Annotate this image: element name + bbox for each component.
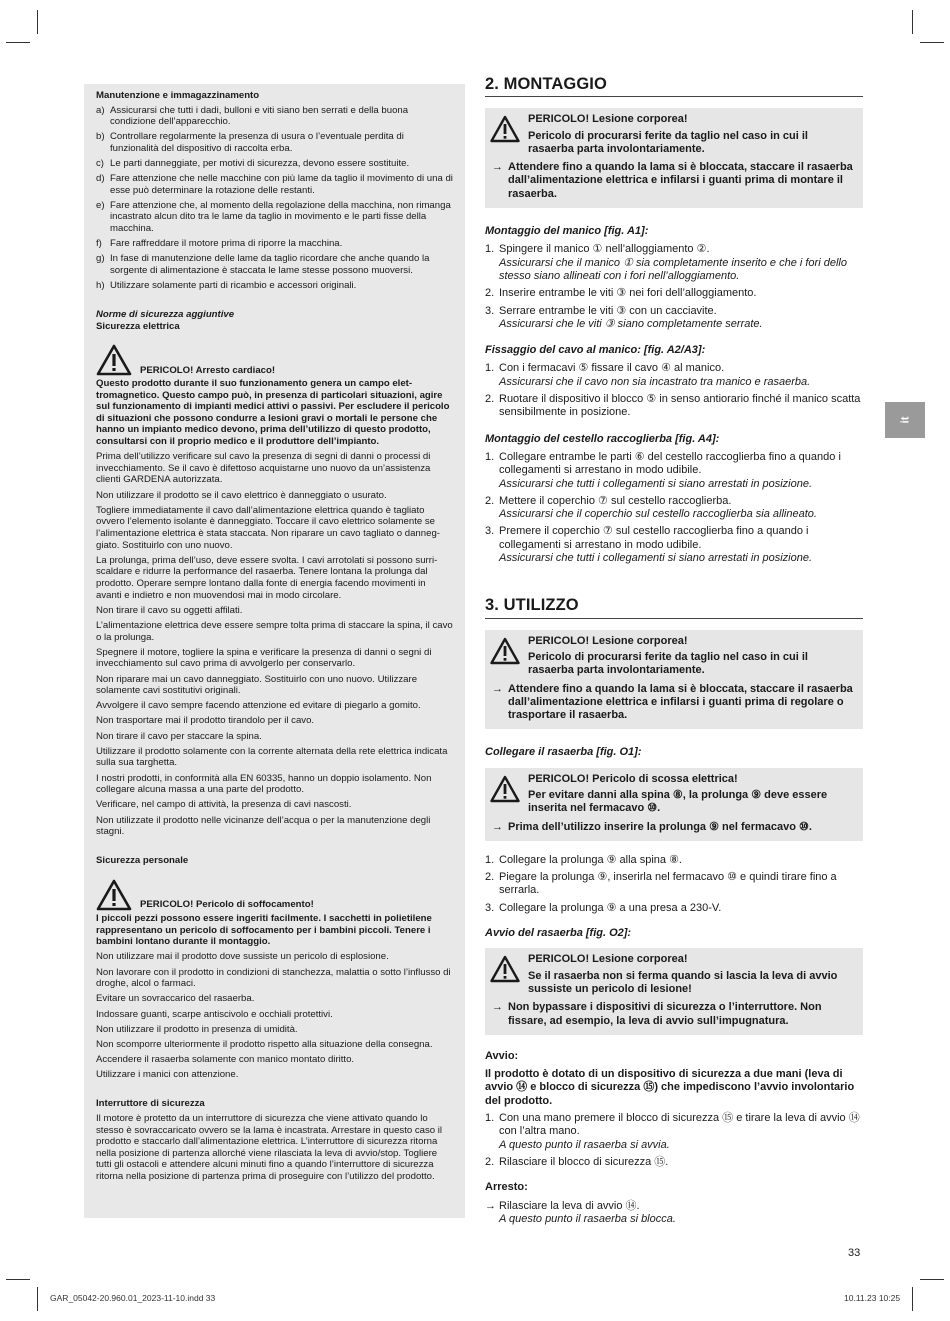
step-body — [499, 871, 863, 898]
maint-item-text: Utilizzare solamente parti di ricambio e accessori originali. — [110, 279, 357, 291]
pers-paragraph: Non scomporre ulteriormente il prodotto rispetto alla situazione della consegna. — [96, 1038, 433, 1050]
crop-mark — [920, 42, 944, 43]
pers-paragraph: Non utilizzare mai il prodotto dove sussiste un pericolo di esplosione. — [96, 951, 389, 963]
step-item — [485, 243, 863, 283]
arresto-text: Rilasciare la leva di avvio ⑭. — [499, 1199, 640, 1212]
step-number: 1. — [485, 1112, 495, 1125]
step-body — [499, 305, 863, 332]
pers-paragraphs — [96, 951, 453, 1081]
elec-warning-text: Questo prodotto durante il suo funzionamento genera un campo elettromagnetico. Questo campo può, in presenza di particolari situazioni, agire sul funzionamento di impianti medici attivi o passivi. Per escludere il pericolo di situazioni che possono condurre a lesioni gravi o mortali le persone che hanno un impianto medico devono, prima dell’utilizzo di questo prodotto, consultarsi con il proprio medico e il produttore dell’impianto. — [96, 378, 450, 448]
elec-paragraph: Non tirare il cavo per staccare la spina. — [96, 730, 262, 742]
warning-box — [485, 948, 863, 1034]
elec-paragraph: I nostri prodotti, in conformità alla EN 60335, hanno un doppio isolamento. Non collegare alcuna massa a una parte del prodotto. — [96, 772, 432, 796]
step-text: Premere il coperchio ⑦ sul cestello raccoglierba fino a quando i collegamenti si arrestano in modo udibile. — [499, 525, 809, 551]
footer-file-info: GAR_05042-20.960.01_2023-11-10.indd 33 — [50, 1293, 216, 1303]
warning-action: Non bypassare i dispositivi di sicurezza o l’interruttore. Non fissare, ad esempio, la leva di avvio sull’impugnatura. — [508, 1001, 822, 1027]
elec-paragraph: Non utilizzate il prodotto nelle vicinanze dell’acqua o per la manutenzione degli stagni. — [96, 814, 431, 838]
elec-paragraph: Spegnere il motore, togliere la spina e verificare la presenza di danni o segni di invecchiamento sul cavo prima di avvolgerlo per conservarlo. — [96, 646, 432, 670]
maint-item-letter: f) — [96, 238, 102, 250]
maint-item-text: Fare attenzione che, al momento della regolazione della macchina, non rimanga incastrato alcun dito tra le lame da taglio in movimento e le parti fisse della macchina. — [110, 199, 451, 234]
pers-warning — [96, 877, 453, 911]
norme-title: Norme di sicurezza aggiuntive — [96, 308, 235, 320]
subheading-avvio-plain: Avvio: — [485, 1049, 519, 1062]
section-title-utilizzo: 3. UTILIZZO — [485, 599, 863, 618]
warning-box — [485, 630, 863, 730]
step-result: Assicurarsi che le viti ③ siano completamente serrate. — [499, 317, 763, 330]
step-number: 2. — [485, 494, 495, 507]
elec-paragraph: Utilizzare il prodotto solamente con la corrente alternata della rete elettrica indicata sulla sua targhetta. — [96, 745, 448, 769]
maint-item-letter: a) — [96, 104, 105, 116]
maint-item — [96, 131, 453, 154]
step-number: 3. — [485, 525, 495, 538]
step-text: Serrare entrambe le viti ③ con un cacciavite. — [499, 304, 717, 317]
maint-item-letter: b) — [96, 131, 105, 143]
arrow-icon: → — [492, 682, 503, 695]
maint-title: Manutenzione e immagazzinamento — [96, 90, 260, 101]
warning-icon — [96, 879, 132, 911]
step-body — [499, 243, 863, 283]
step-item — [485, 287, 863, 300]
crop-mark — [912, 1287, 913, 1311]
warning-head: PERICOLO! Lesione corporea! — [528, 634, 688, 647]
step-body — [499, 1112, 863, 1152]
maint-item-text: In fase di manutenzione delle lame da taglio ricordare che anche quando la sorgente di alimentazione è staccata le lame stesse possono muoversi. — [110, 253, 430, 276]
elec-paragraph: Verificare, nel campo di attività, la presenza di cavi nascosti. — [96, 799, 352, 811]
step-number: 3. — [485, 901, 495, 914]
warning-text: Pericolo di procurarsi ferite da taglio nel caso in cui il rasaerba parta involontariamente. — [528, 650, 808, 677]
step-text: Inserire entrambe le viti ③ nei fori dell’alloggiamento. — [499, 287, 757, 300]
step-text: Collegare la prolunga ⑨ a una presa a 230-V. — [499, 901, 722, 914]
elec-title: Sicurezza elettrica — [96, 320, 180, 332]
section-title-montaggio: 2. MONTAGGIO — [485, 78, 863, 97]
step-item — [485, 362, 863, 389]
warning-action: Attendere fino a quando la lama si è bloccata, staccare il rasaerba dall’alimentazione elettrica e infilarsi i guanti prima di regolare o trasportare il rasaerba. — [508, 682, 853, 722]
pers-paragraph: Non utilizzare il prodotto in presenza di umidità. — [96, 1023, 298, 1035]
arrow-icon: → — [492, 161, 503, 174]
elec-paragraphs — [96, 451, 453, 838]
crop-mark — [37, 10, 38, 34]
step-body — [499, 854, 863, 867]
arrow-icon: → — [492, 820, 503, 833]
maint-item-letter: c) — [96, 157, 104, 169]
pers-paragraph: Indossare guanti, scarpe antiscivolo e occhiali protettivi. — [96, 1008, 333, 1020]
pers-paragraph: Utilizzare i manici con attenzione. — [96, 1069, 239, 1081]
maint-item-text: Controllare regolarmente la presenza di usura o l’eventuale perdita di funzionalità del dispositivo di raccolta erba. — [110, 131, 404, 154]
crop-mark — [6, 1279, 30, 1280]
step-result: Assicurarsi che tutti i collegamenti si siano arrestati in posizione. — [499, 552, 813, 565]
step-number: 2. — [485, 393, 495, 406]
elec-paragraph: Non trasportare mai il prodotto tirandolo per il cavo. — [96, 715, 315, 727]
step-item — [485, 305, 863, 332]
elec-paragraph: Togliere immediatamente il cavo dall’alimentazione elettrica quando è tagliato ovvero l’elemento isolante è danneggiato. Toccare il cavo elettrico solamente se l’alimentazione elettrica è stata staccata. Non riparare un cavo tagliato o danneggiato. Sostituirlo con uno nuovo. — [96, 504, 440, 551]
steps-collegare — [485, 854, 863, 915]
warning-action: Prima dell’utilizzo inserire la prolunga ⑨ nel fermacavo ⑩. — [508, 820, 812, 833]
maint-item-letter: g) — [96, 253, 105, 265]
step-body — [499, 495, 863, 522]
maint-item — [96, 158, 453, 170]
warning-icon — [490, 955, 520, 983]
step-item — [485, 393, 863, 420]
step-number: 1. — [485, 243, 495, 256]
step-body — [499, 902, 863, 915]
step-text: Collegare entrambe le parti ⑥ del cestello raccoglierba fino a quando i collegamenti si arrestano in modo udibile. — [499, 450, 841, 477]
arrow-icon: → — [492, 1001, 503, 1014]
instructions-column — [485, 75, 863, 1230]
step-item — [485, 871, 863, 898]
warning-icon — [490, 637, 520, 665]
subheading-cestello: Montaggio del cestello raccoglierba [fig. A4]: — [485, 432, 720, 445]
elec-paragraph: Non tirare il cavo su oggetti affilati. — [96, 604, 243, 616]
step-item — [485, 451, 863, 491]
step-text: Collegare la prolunga ⑨ alla spina ⑧. — [499, 853, 682, 866]
steps-cavo — [485, 362, 863, 419]
maint-item-text: Fare attenzione che nelle macchine con più lame da taglio il movimento di una di esse può determinare la rotazione delle restanti. — [110, 173, 453, 196]
step-text: Spingere il manico ① nell’alloggiamento ②. — [499, 243, 710, 256]
page-number: 33 — [848, 1247, 861, 1259]
step-text: Con una mano premere il blocco di sicurezza ⑮ e tirare la leva di avvio ⑭ con l’altra mano. — [499, 1112, 860, 1138]
steps-manico — [485, 243, 863, 331]
crop-mark — [920, 1279, 944, 1280]
warning-icon — [96, 344, 132, 376]
step-text: Rilasciare il blocco di sicurezza ⑮. — [499, 1155, 669, 1168]
maint-item — [96, 253, 453, 276]
warning-text: Se il rasaerba non si ferma quando si lascia la leva di avvio sussiste un pericolo di lesione! — [528, 969, 838, 995]
warning-head: PERICOLO! Lesione corporea! — [528, 113, 688, 126]
maint-item-letter: e) — [96, 199, 105, 211]
elec-paragraph: Avvolgere il cavo sempre facendo attenzione ed evitare di piegarlo a gomito. — [96, 700, 421, 712]
subheading-manico: Montaggio del manico [fig. A1]: — [485, 225, 649, 238]
warning-text: Per evitare danni alla spina ⑧, la prolunga ⑨ deve essere inserita nel fermacavo ⑩. — [528, 788, 828, 815]
pers-warning-label: PERICOLO! Pericolo di soffocamento! — [140, 899, 314, 911]
warning-icon — [490, 115, 520, 143]
step-number: 3. — [485, 304, 495, 317]
maint-item — [96, 280, 453, 292]
elec-warning — [96, 342, 453, 376]
step-body — [499, 1156, 863, 1169]
arresto-result: A questo punto il rasaerba si blocca. — [499, 1212, 676, 1225]
step-item — [485, 902, 863, 915]
maint-list — [96, 105, 453, 292]
subheading-arresto: Arresto: — [485, 1181, 528, 1194]
warning-action: Attendere fino a quando la lama si è bloccata, staccare il rasaerba dall’alimentazione elettrica e infilarsi i guanti prima di montare il rasaerba. — [508, 161, 853, 200]
arresto-step — [485, 1200, 863, 1227]
maint-item-text: Le parti danneggiate, per motivi di sicurezza, devono essere sostituite. — [110, 157, 410, 169]
pers-paragraph: Accendere il rasaerba solamente con manico montato diritto. — [96, 1054, 355, 1066]
step-number: 2. — [485, 287, 495, 300]
warning-text: Pericolo di procurarsi ferite da taglio nel caso in cui il rasaerba parta involontariamente. — [528, 129, 808, 155]
step-number: 1. — [485, 853, 495, 866]
subheading-collegare: Collegare il rasaerba [fig. O1]: — [485, 746, 642, 759]
pers-title: Sicurezza personale — [96, 855, 189, 867]
maint-item — [96, 173, 453, 196]
step-item — [485, 525, 863, 565]
crop-mark — [37, 1287, 38, 1311]
subheading-avvio: Avvio del rasaerba [fig. O2]: — [485, 927, 632, 940]
subheading-cavo: Fissaggio del cavo al manico: [fig. A2/A3]: — [485, 344, 706, 357]
maint-item-letter: d) — [96, 173, 105, 185]
elec-paragraph: Prima dell’utilizzo verificare sul cavo la presenza di segni di danni o processi di invecchiamento. Se il cavo è difettoso acquistarne uno nuovo da un’assistenza clienti GARDENA autorizzata. — [96, 451, 431, 486]
step-item — [485, 854, 863, 867]
pers-paragraph: Non lavorare con il prodotto in condizioni di stanchezza, malattia o sotto l’influsso di droghe, alcol o farmaci. — [96, 966, 451, 990]
steps-cestello — [485, 451, 863, 565]
step-number: 1. — [485, 362, 495, 375]
step-number: 1. — [485, 450, 495, 463]
footer-date: 10.11.23 10:25 — [844, 1293, 901, 1303]
elec-paragraph: Non utilizzare il prodotto se il cavo elettrico è danneggiato o usurato. — [96, 489, 387, 501]
step-body — [499, 362, 863, 389]
step-text: Ruotare il dispositivo il blocco ⑤ in senso antiorario finché il manico scatta sensibilmente in posizione. — [499, 393, 861, 419]
maint-item-text: Assicurarsi che tutti i dadi, bulloni e viti siano ben serrati e della buona condizione dell’apparecchio. — [110, 104, 409, 128]
arrow-icon: → — [485, 1199, 496, 1212]
step-result: Assicurarsi che il coperchio sul cestello raccoglierba sia allineato. — [499, 508, 817, 521]
warning-head: PERICOLO! Lesione corporea! — [528, 953, 688, 966]
elec-warning-label: PERICOLO! Arresto cardiaco! — [140, 364, 276, 376]
step-body — [499, 451, 863, 491]
pers-paragraph: Evitare un sovraccarico del rasaerba. — [96, 993, 255, 1005]
step-number: 2. — [485, 871, 495, 884]
maint-item — [96, 200, 453, 235]
maint-item-text: Fare raffreddare il motore prima di riporre la macchina. — [110, 238, 343, 250]
language-tab-label: it — [898, 416, 911, 424]
step-item — [485, 1112, 863, 1152]
step-text: Piegare la prolunga ⑨, inserirla nel fermacavo ⑩ e quindi tirare fino a serrarla. — [499, 871, 837, 897]
crop-mark — [6, 42, 30, 43]
warning-head: PERICOLO! Pericolo di scossa elettrica! — [528, 772, 738, 785]
step-body — [499, 393, 863, 420]
step-number: 2. — [485, 1155, 495, 1168]
step-body — [499, 525, 863, 565]
maint-item — [96, 238, 453, 250]
step-result: Assicurarsi che tutti i collegamenti si siano arrestati in posizione. — [499, 477, 813, 490]
step-item — [485, 1156, 863, 1169]
step-result: A questo punto il rasaerba si avvia. — [499, 1138, 670, 1151]
pers-warning-text: I piccoli pezzi possono essere ingeriti facilmente. I sacchetti in polietilene rappresentano un pericolo di soffocamento per i bambini piccoli. Tenere i bambini lontano durante il montaggio. — [96, 912, 432, 948]
step-result: Assicurarsi che il manico ① sia completamente inserito e che i fori dello stesso siano allineati con i fori nell’alloggiamento. — [499, 256, 847, 282]
steps-avvio — [485, 1112, 863, 1169]
maint-item — [96, 105, 453, 128]
elec-paragraph: L’alimentazione elettrica deve essere sempre tolta prima di staccare la spina, il cavo o la prolunga. — [96, 619, 453, 643]
elec-paragraph: Non riparare mai un cavo danneggiato. Sostituirlo con uno nuovo. Utilizzare solamente cavi sostitutivi originali. — [96, 673, 418, 697]
step-body — [499, 287, 863, 300]
switch-text: Il motore è protetto da un interruttore di sicurezza che viene attivato quando lo stesso è sovraccaricato ovvero se la lama è incastrata. Arrestare in questo caso il prodotto e staccarlo dall’alimentazione elettrica. L’interruttore di sicurezza ritorna nella posizione di partenza allorché viene rilasciata la leva di avvio/stop. Togliere tutti gli ostacoli e attendere alcuni minuti fino a quando l’interruttore di sicurezza ritorna nella posizione di partenza prima di proseguire con l’utilizzo del prodotto. — [96, 1113, 443, 1182]
avvio-note: Il prodotto è dotato di un dispositivo di sicurezza a due mani (leva di avvio ⑭ e blocco di sicurezza ⑮) che impediscono l’avvio involontario del prodotto. — [485, 1068, 855, 1107]
switch-title: Interruttore di sicurezza — [96, 1098, 205, 1110]
safety-panel — [84, 84, 465, 1218]
crop-mark — [912, 10, 913, 34]
step-result: Assicurarsi che il cavo non sia incastrato tra manico e rasaerba. — [499, 375, 811, 388]
warning-box — [485, 768, 863, 841]
elec-paragraph: La prolunga, prima dell’uso, deve essere svolta. I cavi arrotolati si possono surriscaldare e ridurre la performance del rasaerba. Tenere lontana la prolunga dal prodotto. Operare sempre lontano dalla fonte di energia facendo movimenti in avanti e indietro e non muovendosi mai in modo circolare. — [96, 554, 438, 601]
maint-item-letter: h) — [96, 279, 105, 291]
warning-box — [485, 108, 863, 208]
language-tab — [885, 402, 925, 438]
step-text: Mettere il coperchio ⑦ sul cestello raccoglierba. — [499, 494, 732, 507]
step-text: Con i fermacavi ⑤ fissare il cavo ④ al manico. — [499, 362, 725, 375]
step-item — [485, 495, 863, 522]
warning-icon — [490, 775, 520, 803]
